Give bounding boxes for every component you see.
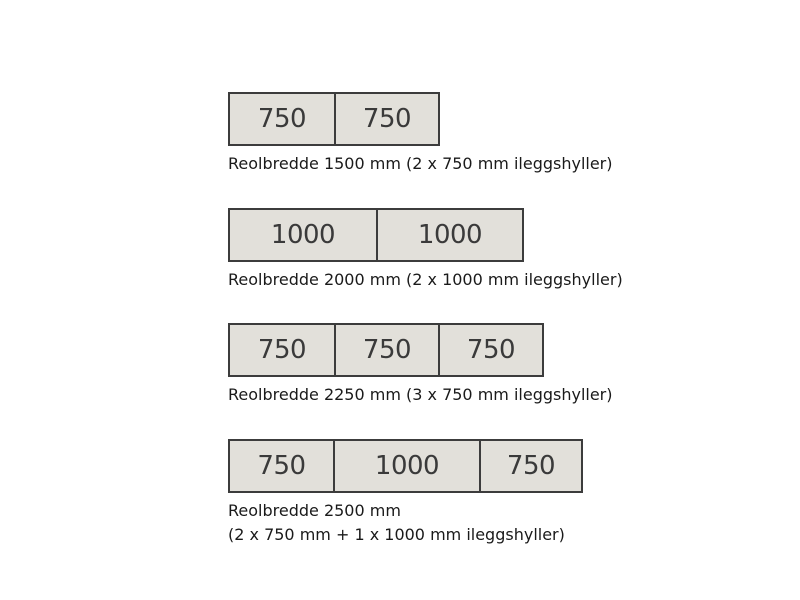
shelf-caption-detail: (2 x 750 mm + 1 x 1000 mm ileggshyller) [228, 525, 565, 544]
shelf-segment: 1000 [270, 220, 336, 250]
shelf-segment: 750 [257, 104, 307, 134]
shelf-bar [228, 92, 440, 146]
shelf-config-1500 [228, 92, 613, 176]
shelf-bar [228, 439, 583, 493]
shelf-config-2250 [228, 323, 613, 407]
shelf-segment: 750 [334, 325, 438, 375]
shelf-segment: 750 [334, 94, 438, 144]
shelf-caption: Reolbredde 1500 mm (2 x 750 mm ileggshyller) [228, 154, 613, 173]
shelf-segment: 750 [438, 325, 542, 375]
shelf-segment: 1000 [333, 441, 479, 491]
shelf-config-2500 [228, 439, 583, 547]
shelf-segment: 750 [479, 441, 581, 491]
shelf-segment: 750 [257, 451, 306, 481]
shelf-bar [228, 208, 524, 262]
shelf-caption: Reolbredde 2500 mm [228, 501, 401, 520]
shelf-bar [228, 323, 544, 377]
shelf-caption: Reolbredde 2250 mm (3 x 750 mm ileggshyller) [228, 385, 613, 404]
shelf-caption: Reolbredde 2000 mm (2 x 1000 mm ileggshyller) [228, 270, 623, 289]
shelf-config-2000 [228, 208, 623, 292]
shelf-segment: 1000 [376, 210, 522, 260]
shelf-segment: 750 [257, 335, 307, 365]
